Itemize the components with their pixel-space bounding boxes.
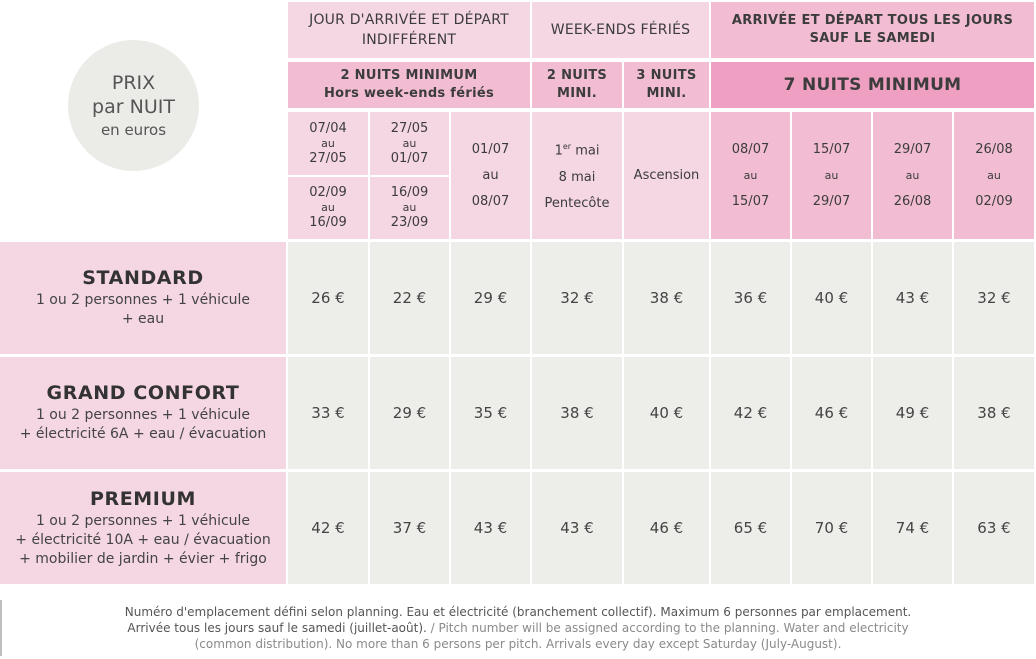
prix-label: PRIX [111,71,156,94]
price-cell: 38 € [532,357,622,469]
price-cell: 42 € [288,472,368,584]
price-cell: 35 € [451,357,530,469]
period-27-05-01-07: 27/05 au 01/07 [370,112,449,175]
price-cell: 43 € [873,242,952,354]
period-26-08-02-09: 26/08 au 02/09 [954,112,1034,239]
price-cell: 63 € [954,472,1034,584]
period-ascension: Ascension [624,112,709,239]
price-cell: 26 € [288,242,368,354]
pitch-type-name: GRAND CONFORT [46,382,240,404]
header-group-indifferent: JOUR D'ARRIVÉE ET DÉPART INDIFFÉRENT [288,2,530,58]
period-01-07-08-07: 01/07 au 08/07 [451,112,530,239]
price-cell: 38 € [954,357,1034,469]
pitch-type-name: PREMIUM [89,487,197,510]
price-cell: 22 € [370,242,449,354]
period-jours-feries: 1er mai 8 mai Pentecôte [532,112,622,239]
price-cell: 32 € [532,242,622,354]
period-08-07-15-07: 08/07 au 15/07 [711,112,790,239]
price-cell: 40 € [624,357,709,469]
pitch-type-description: 1 ou 2 personnes + 1 véhicule [35,407,251,423]
price-cell: 46 € [624,472,709,584]
period-29-07-26-08: 29/07 au 26/08 [873,112,952,239]
footer-line-1: Numéro d'emplacement défini selon planning. Eau et électricité (branchement collectif). Maximum 6 personnes par emplacement. [124,605,912,619]
price-cell: 29 € [370,357,449,469]
pitch-type-name: STANDARD [82,267,204,289]
price-cell: 40 € [792,242,871,354]
row-label-premium [0,472,286,584]
price-cell: 43 € [451,472,530,584]
en-euros-label: en euros [100,120,167,139]
price-per-night-badge [68,40,199,171]
period-16-09-23-09: 16/09 au 23/09 [370,177,449,239]
footer-line-3: (common distribution). No more than 6 persons per pitch. Arrivals every day except Saturday (July-August). [194,637,842,651]
period-07-04-27-05: 07/04 au 27/05 [288,112,368,175]
price-cell: 74 € [873,472,952,584]
header-group-weekends-feries: WEEK-ENDS FÉRIÉS [532,2,709,58]
par-nuit-label: par NUIT [92,95,175,118]
price-cell: 46 € [792,357,871,469]
footer-notes [0,604,1036,652]
period-02-09-16-09: 02/09 au 16/09 [288,177,368,239]
price-cell: 38 € [624,242,709,354]
row-label-standard [0,242,286,354]
pitch-type-description: 1 ou 2 personnes + 1 véhicule [35,512,251,529]
pitch-type-description: 1 ou 2 personnes + 1 véhicule [35,292,251,308]
price-cell: 33 € [288,357,368,469]
price-cell: 49 € [873,357,952,469]
price-cell: 32 € [954,242,1034,354]
price-cell: 43 € [532,472,622,584]
footer-line-2: Arrivée tous les jours sauf le samedi (juillet-août). / Pitch number will be assigned according to the planning. Water and electricity [127,621,909,635]
price-cell: 37 € [370,472,449,584]
price-cell: 29 € [451,242,530,354]
header-min-2-nights: 2 NUITS MINIMUM Hors week-ends fériés [288,62,530,108]
header-group-sauf-samedi: ARRIVÉE ET DÉPART TOUS LES JOURS SAUF LE SAMEDI [711,2,1034,58]
header-min-7-nights: 7 NUITS MINIMUM [711,62,1034,108]
period-15-07-29-07: 15/07 au 29/07 [792,112,871,239]
price-cell: 42 € [711,357,790,469]
header-min-3-mini: 3 NUITS MINI. [624,62,709,108]
pitch-type-description: + électricité 10A + eau / évacuation [15,531,271,548]
pitch-type-description: + mobilier de jardin + évier + frigo [19,550,267,567]
price-cell: 36 € [711,242,790,354]
header-min-2-mini: 2 NUITS MINI. [532,62,622,108]
pitch-type-description: + électricité 6A + eau / évacuation [19,426,267,442]
pitch-type-description: + eau [121,311,165,327]
row-label-grand-confort [0,357,286,469]
price-cell: 70 € [792,472,871,584]
price-cell: 65 € [711,472,790,584]
